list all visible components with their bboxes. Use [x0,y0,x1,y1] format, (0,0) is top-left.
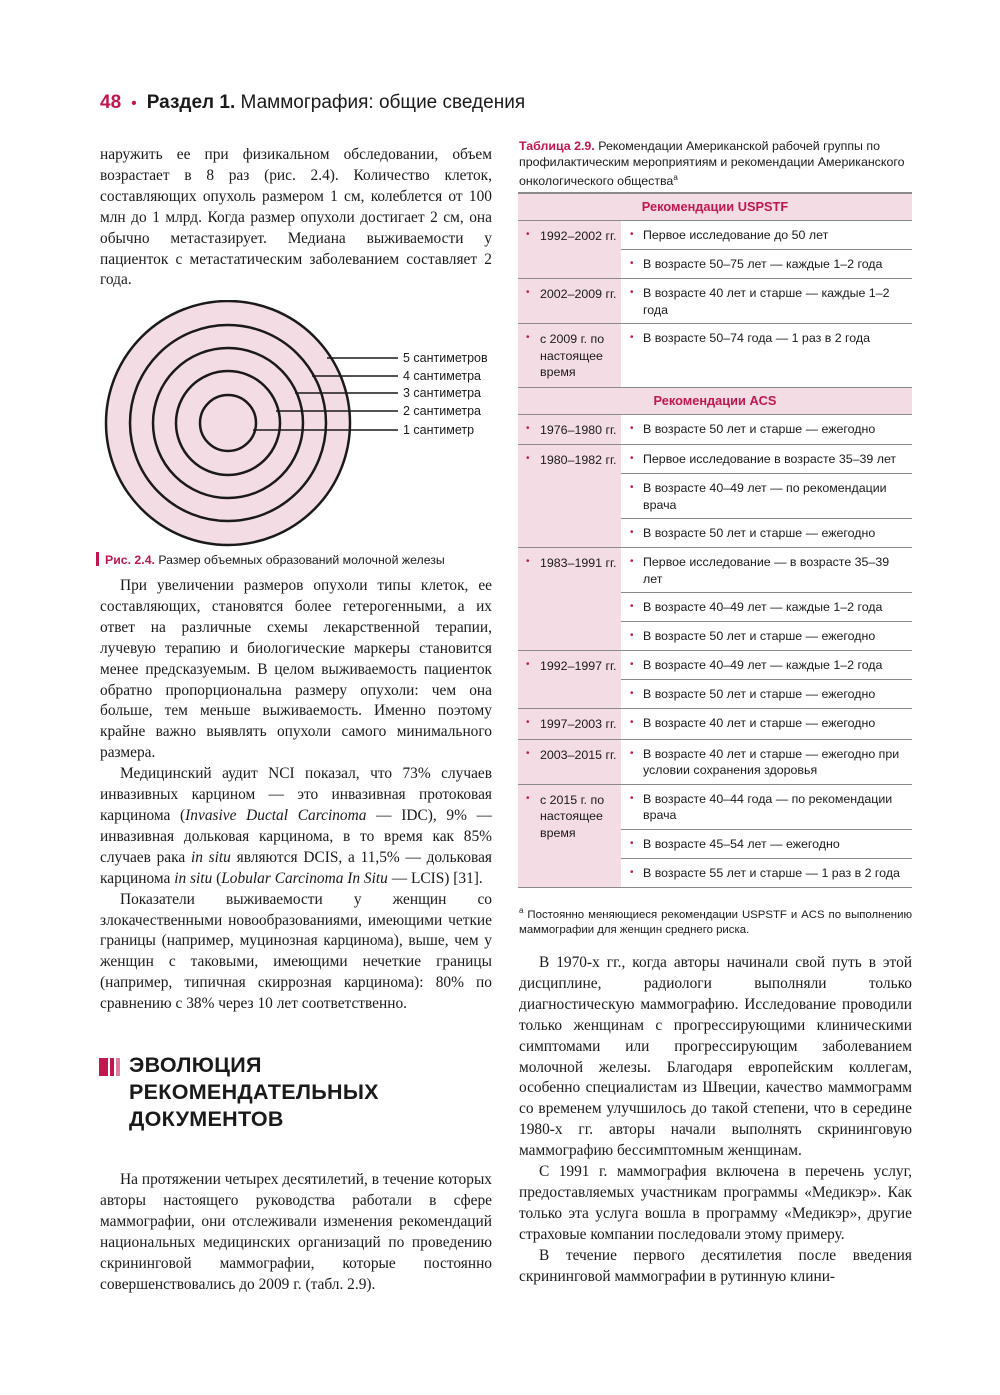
page-number: 48 [100,92,122,113]
period-text: 1976–1980 гг. [540,422,617,437]
bullet-icon: • [630,659,634,670]
recommendation-item [621,324,912,352]
audit-italic-4: Lobular Carcinoma In Situ [221,869,388,887]
table-row [518,445,912,548]
label-5cm: 5 сантиметров [403,351,488,365]
bullet-icon: • [526,792,530,804]
period-cell [518,221,621,278]
table-row [518,324,912,388]
audit-italic-2: in situ [190,848,231,866]
recommendations-cell [621,324,912,387]
label-2cm: 2 сантиметра [403,404,481,418]
recommendations-cell [621,279,912,323]
period-text: 1992–1997 гг. [540,659,617,673]
table-title-text: Рекомендации Американской рабочей группы по профилактическим мероприятиям и рекомендации Американского онкологического общества [519,139,905,189]
recommendation-text: Первое исследование — в возрасте 35–39 лет [643,555,890,586]
right-body-block [519,953,912,1288]
circle-1cm [200,395,256,451]
period-cell [518,445,621,547]
recommendations-cell [621,785,912,887]
bullet-icon: • [526,556,530,567]
period-text: 1997–2003 гг. [540,717,617,731]
period-cell [518,785,621,887]
running-header [100,92,525,114]
audit-italic-3: in situ [174,869,213,887]
para-survival: Показатели выживаемости у женщин со злокачественными новообразованиями, имеющими четкие границы (например, муцинозная карцинома), выше, чем у женщин с таковыми, имеющими нечеткие границы (например, типичная скиррозная карцинома): 80% по сравнению с 38% через 10 лет соответственно. [100,890,492,1013]
audit-text-1: Медицинский аудит NCI показал, что 73% случаев инвазивных карцином — это инвазивная протоковая карцинома ( [100,765,492,824]
recommendation-text: В возрасте 50 лет и старше — ежегодно [643,526,876,540]
table-section-header: Рекомендации USPSTF [518,194,912,221]
bullet-icon: • [630,688,634,699]
para-decades: На протяжении четырех десятилетий, в течение которых авторы настоящего руководства работали в сфере маммографии, они отслеживали изменения рекомендаций национальных медицинских организаций по проведению скрининговой маммографии, которые постоянно совершенствовались до 2009 г. (табл. 2.9). [100,1171,492,1293]
recommendation-item [621,740,912,784]
bullet-icon: • [526,229,530,240]
bullet-icon: • [526,717,530,728]
recommendation-item [621,859,912,887]
recommendation-item [621,279,912,323]
audit-text-3: являются DCIS, а 11,5% — дольковая карцинома [100,848,492,887]
period-cell [518,548,621,650]
table-title-sup: a [673,173,678,182]
recommendation-item [621,250,912,278]
recommendation-text: В возрасте 50 лет и старше — ежегодно [643,687,876,701]
label-3cm: 3 сантиметра [403,386,481,400]
table-title [519,138,914,189]
table-row [518,221,912,279]
recommendation-item [621,593,912,622]
heading-line-2: РЕКОМЕНДАТЕЛЬНЫХ [129,1080,379,1104]
section-title: Маммография: общие сведения [240,92,526,113]
figure-caption [96,552,445,567]
table-row [518,785,912,888]
period-text: с 2015 г. по настоящее время [540,792,605,840]
audit-italic-1: Invasive Ductal Carcinoma [185,806,367,824]
table-footnote [519,903,912,938]
period-cell [518,709,621,739]
audit-text-5: — LCIS) [31]. [387,869,483,887]
caption-text: Размер объемных образований молочной железы [158,553,445,567]
recommendation-item [621,548,912,593]
table-row [518,709,912,740]
bullet-icon: • [630,287,634,298]
period-text: 1983–1991 гг. [540,556,617,570]
period-text: 1992–2002 гг. [540,229,617,243]
bullet-icon: • [630,258,634,269]
recommendations-table [518,192,912,888]
recommendation-text: В возрасте 50–75 лет — каждые 1–2 года [643,257,883,271]
bullet-icon: • [526,747,530,759]
period-text: 1980–1982 гг. [540,453,617,467]
footnote-text: Постоянно меняющиеся рекомендации USPSTF и ACS по выполнению маммографии для женщин среднего риска. [519,908,912,936]
recommendation-text: В возрасте 40–49 лет — каждые 1–2 года [643,658,883,672]
period-cell [518,415,621,445]
bullet-icon: • [630,453,634,464]
bullet-icon: • [526,422,530,434]
bullet-icon: • [630,630,634,641]
left-body-block [100,576,492,1015]
table-row [518,740,912,785]
caption-marker [96,552,99,566]
bullet-icon: • [630,482,634,493]
header-bullet: • [131,95,137,112]
period-cell [518,324,621,387]
period-text: 2003–2015 гг. [540,747,617,762]
para-first-decade: В течение первого десятилетия после введения скрининговой маммографии в рутинную клини- [519,1246,912,1285]
left-final-block [100,1170,492,1295]
bullet-icon: • [630,556,634,567]
bullet-icon: • [630,332,634,343]
label-1cm: 1 сантиметр [403,423,475,437]
heading-marker [99,1058,121,1076]
bullet-icon: • [630,717,634,728]
recommendation-text: В возрасте 50 лет и старше — ежегодно [643,421,876,436]
recommendations-cell [621,651,912,708]
bullet-icon: • [630,792,634,804]
left-intro-block [100,145,492,291]
section-label: Раздел 1. [146,92,236,113]
recommendation-item [621,474,912,519]
bullet-icon: • [630,866,634,878]
para-1991: С 1991 г. маммография включена в перечень услуг, предоставляемых участникам программы «Медикэр». Как только эта услуга вошла в программу «Медикэр», другие страховые компании последовали этому примеру. [519,1163,912,1243]
bullet-icon: • [630,837,634,849]
bullet-icon: • [526,453,530,464]
recommendations-cell [621,709,912,739]
table-row [518,548,912,651]
period-cell [518,740,621,784]
recommendation-text: В возрасте 40 лет и старше — ежегодно [643,716,876,730]
recommendation-item [621,680,912,708]
bullet-icon: • [526,287,530,298]
audit-text-2: — IDC), 9% — инвазивная дольковая карцинома, в то время как 85% случаев рака [100,806,492,866]
recommendation-item [621,445,912,474]
recommendation-item [621,709,912,737]
recommendation-item [621,622,912,650]
footnote-sup: a [519,906,524,915]
recommendations-cell [621,221,912,278]
figure-tumor-size [100,300,500,550]
heading-line-1: ЭВОЛЮЦИЯ [129,1053,262,1077]
para-1970s: В 1970-х гг., когда авторы начинали свой путь в этой дисциплине, радиологи выполняли только диагностическую маммографию. Исследование проводили только женщинам с прогрессирующими клиническими симптомами или прогрессирующим заболеванием молочной железы. Благодаря европейским коллегам, особенно специалистам из Швеции, качество маммограмм со временем улучшилось до такой степени, что в середине 1980-х гг. авторы начали выполнять скрининговую маммографию бессимптомным женщинам. [519,954,912,1160]
bullet-icon: • [526,659,530,670]
period-cell [518,651,621,708]
intro-paragraph: наружить ее при физикальном обследовании, объем возрастает в 8 раз (рис. 2.4). Количество клеток, составляющих опухоль размером 1 см, колеблется от 100 млн до 1 млрд. Когда размер опухоли достигает 2 см, она обычно метастазирует. Медиана выживаемости у пациенток с метастатическим заболеванием составляет 2 года. [100,146,492,289]
recommendation-text: В возрасте 45–54 лет — ежегодно [643,836,840,851]
period-text: 2002–2009 гг. [540,287,617,301]
bullet-icon: • [630,601,634,612]
recommendation-text: В возрасте 55 лет и старше — 1 раз в 2 года [643,865,900,880]
recommendation-item [621,785,912,830]
recommendations-cell [621,415,912,445]
para-heterogeneity: При увеличении размеров опухоли типы клеток, ее составляющих, становятся более гетерогенными, а их ответ на различные схемы лекарственной терапии, лучевую терапию и биологические маркеры становится менее предсказуемым. В целом выживаемость пациенток обратно пропорциональна размеру опухоли: чем она больше, тем меньше выживаемость. Именно поэтому крайне важно выявлять опухоли самого минимального размера. [100,577,492,762]
recommendation-text: В возрасте 50 лет и старше — ежегодно [643,629,876,643]
bullet-icon: • [630,527,634,538]
recommendation-item [621,415,912,443]
caption-label: Рис. 2.4. [105,553,155,567]
recommendation-text: Первое исследование в возрасте 35–39 лет [643,452,897,466]
table-row [518,279,912,324]
table-row [518,651,912,709]
recommendation-item [621,221,912,250]
recommendations-cell [621,740,912,784]
table-label: Таблица 2.9. [519,139,595,153]
recommendation-text: В возрасте 40–49 лет — по рекомендации врача [643,481,887,512]
recommendations-cell [621,445,912,547]
recommendation-item [621,651,912,680]
bullet-icon: • [630,747,634,759]
table-row [518,415,912,446]
recommendation-text: Первое исследование до 50 лет [643,228,829,242]
recommendation-text: В возрасте 40 лет и старше — ежегодно при условии сохранения здоровья [643,746,900,777]
table-section-header: Рекомендации ACS [518,388,912,415]
period-cell [518,279,621,323]
audit-text-4: ( [212,869,222,887]
recommendation-text: В возрасте 40–44 года — по рекомендации врача [643,791,893,822]
bullet-icon: • [630,229,634,240]
para-audit [100,764,492,889]
heading-title [129,1052,379,1133]
heading-line-3: ДОКУМЕНТОВ [129,1107,284,1131]
recommendation-text: В возрасте 40 лет и старше — каждые 1–2 года [643,286,890,317]
recommendation-item [621,830,912,859]
concentric-circles-diagram [100,300,500,550]
recommendation-item [621,519,912,547]
recommendations-cell [621,548,912,650]
label-4cm: 4 сантиметра [403,369,481,383]
recommendation-text: В возрасте 50–74 года — 1 раз в 2 года [643,331,871,345]
recommendation-text: В возрасте 40–49 лет — каждые 1–2 года [643,600,883,614]
period-text: с 2009 г. по настоящее время [540,332,605,379]
bullet-icon: • [630,422,634,434]
bullet-icon: • [526,332,530,343]
